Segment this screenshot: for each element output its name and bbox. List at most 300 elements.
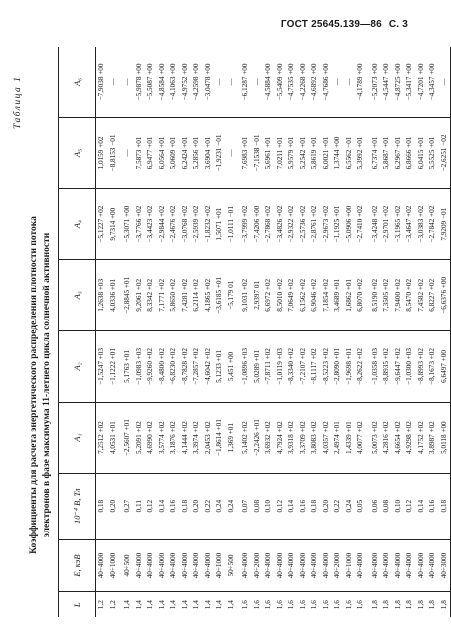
- table-cell: 1,8: [439, 592, 451, 617]
- table-cell: 5,9579 +01: [286, 117, 298, 188]
- table-cell: −7,9038 +00: [96, 47, 108, 117]
- table-row: [226, 47, 238, 617]
- table-cell: −8,8153 −01: [108, 117, 120, 188]
- table-cell: 7,2512 +02: [96, 402, 108, 473]
- table-cell: 1,6: [241, 600, 249, 610]
- table-row: [439, 47, 451, 617]
- table-row: [145, 47, 157, 617]
- table-cell: 40÷1000: [344, 539, 356, 592]
- table-cell: 40÷4000: [381, 539, 393, 592]
- table-cell: 40÷4000: [203, 539, 215, 592]
- table-cell: −3,4647 +02: [404, 189, 416, 260]
- table-cell: 7,6983 +01: [237, 117, 252, 188]
- table-cell: 9,2061 +02: [134, 260, 146, 331]
- table-cell: 0,18: [439, 473, 451, 539]
- table-row: [119, 47, 134, 617]
- table-cell: 7,0649 +02: [286, 260, 298, 331]
- table-cell: 0,07: [237, 473, 252, 539]
- table-cell: −8,7828 +02: [180, 331, 192, 402]
- table-cell: 0,24: [214, 473, 226, 539]
- table-cell: 7,9209 −01: [439, 189, 451, 260]
- table-row: [381, 47, 393, 617]
- table-cell: −1,8614 +01: [214, 402, 226, 473]
- table-cell: —: [252, 47, 264, 117]
- table-cell: 40÷2000: [332, 539, 344, 592]
- table-cell: 0,12: [404, 473, 416, 539]
- table-cell: −4,7535 +00: [286, 47, 298, 117]
- table-row: [298, 47, 310, 617]
- table-row: [355, 47, 367, 617]
- table-cell: —: [119, 117, 134, 188]
- table-cell: 1,6: [321, 600, 330, 610]
- table-cell: 6,8227 +02: [427, 260, 439, 331]
- table-cell: 50÷500: [226, 539, 238, 592]
- table-cell: 6,2967 +01: [393, 117, 405, 188]
- table-cell: 1,4: [180, 600, 189, 610]
- table-cell: 0,18: [309, 473, 321, 539]
- table-cell: 0,18: [180, 473, 192, 539]
- table-cell: 40÷4000: [134, 539, 146, 592]
- table-cell: 1,4: [203, 600, 212, 610]
- table-cell: 9,7314 +00: [108, 189, 120, 260]
- table-cell: 0,27: [119, 473, 134, 539]
- table-cell: 4,7924 +02: [275, 402, 287, 473]
- table-cell: 0,14: [416, 473, 428, 539]
- table-cell: 0,10: [263, 473, 275, 539]
- table-cell: 40÷1000: [214, 539, 226, 592]
- table-row: [286, 47, 298, 617]
- table-cell: 5,1763 +01: [119, 331, 134, 402]
- gost-number: ГОСТ 25645.139—86: [280, 19, 382, 30]
- table-cell: 6,2424 +01: [180, 117, 192, 188]
- table-cell: 6,0415 +01: [416, 117, 428, 188]
- table-cell: −5,3417 +00: [404, 47, 416, 117]
- table-cell: —: [119, 47, 134, 117]
- table-cell: −7,8711 +02: [263, 331, 275, 402]
- table-cell: −2,7868 +02: [263, 189, 275, 260]
- table-cell: 7,5873 +01: [134, 117, 146, 188]
- table-cell: 40÷4000: [309, 539, 321, 592]
- table-cell: 1,0159 +02: [96, 117, 108, 188]
- table-cell: 0,12: [275, 473, 287, 539]
- table-cell: 5,2542 +01: [298, 117, 310, 188]
- table-cell: 8,5190 +02: [367, 260, 382, 331]
- table-cell: −9,9260 +02: [145, 331, 157, 402]
- table-cell: 40÷3000: [439, 539, 451, 592]
- table-header-row: [59, 47, 96, 617]
- table-cell: —: [108, 47, 120, 117]
- table-cell: 6,9477 +01: [145, 117, 157, 188]
- table-cell: 0,22: [332, 473, 344, 539]
- table-cell: 8,3342 +02: [145, 260, 157, 331]
- table-row: [157, 47, 169, 617]
- table-cell: −3,1965 +02: [393, 189, 405, 260]
- table-cell: 0,14: [286, 473, 298, 539]
- table-cell: 1,6: [287, 600, 295, 610]
- table-cell: 0,16: [427, 473, 439, 539]
- table-row: [168, 47, 180, 617]
- table-cell: 0,16: [298, 473, 310, 539]
- column-header: L: [59, 592, 96, 617]
- table-cell: 4,6654 +02: [393, 402, 405, 473]
- table-cell: −3,7999 +02: [237, 189, 252, 260]
- table-cell: −1,0896 +03: [237, 331, 252, 402]
- table-cell: 2,9397 01: [252, 260, 264, 331]
- table-cell: 3,8987 +02: [427, 402, 439, 473]
- table-cell: −4,7201 +00: [416, 47, 428, 117]
- table-cell: 1,6: [275, 600, 284, 610]
- table-row: [108, 47, 120, 617]
- table-cell: 5,0609 +01: [168, 117, 180, 188]
- table-cell: 1,8: [428, 600, 436, 610]
- table-cell: 40÷4000: [157, 539, 169, 592]
- table-cell: −4,8584 +00: [157, 47, 169, 117]
- table-cell: −1,1925 +01: [332, 189, 344, 260]
- table-row: [416, 47, 428, 617]
- table-cell: 4,6990 +02: [145, 402, 157, 473]
- caption-line-2: электронов в фазе максимума 11-летнего цикла солнечной активности: [42, 232, 52, 538]
- table-cell: 1,8: [393, 600, 402, 610]
- table-cell: 40÷4000: [286, 539, 298, 592]
- table-cell: −4,8725 +00: [393, 47, 405, 117]
- table-cell: 40÷4000: [298, 539, 310, 592]
- table-cell: −4,1063 +00: [168, 47, 180, 117]
- table-cell: 2,4974 +01: [332, 402, 344, 473]
- table-cell: 5,8650 +02: [168, 260, 180, 331]
- table-cell: −2,8845 +01: [119, 260, 134, 331]
- column-header: A₆: [59, 47, 96, 117]
- table-cell: −1,0983 +03: [134, 331, 146, 402]
- table-cell: 1,2638 +03: [96, 260, 108, 331]
- table-cell: 40÷4000: [321, 539, 333, 592]
- table-cell: 0,24: [226, 473, 238, 539]
- table-cell: −2,8761 +02: [309, 189, 321, 260]
- table-cell: −7,2857 +02: [191, 331, 203, 402]
- table-cell: 5,8687 +01: [381, 117, 393, 188]
- table-cell: −3,7766 +02: [134, 189, 146, 260]
- table-cell: 1,4: [226, 600, 235, 610]
- table-cell: 1,4: [192, 600, 200, 610]
- table-cell: −1,0358 +03: [367, 331, 382, 402]
- table-cell: 1,6: [310, 600, 318, 610]
- column-header: A₄: [59, 189, 96, 260]
- table-cell: 6,8666 +01: [404, 117, 416, 188]
- table-row: [134, 47, 146, 617]
- table-cell: 40÷1000: [108, 539, 120, 592]
- table-cell: 7,3505 +02: [381, 260, 393, 331]
- table-cell: 1,5071 +01: [214, 189, 226, 260]
- table-cell: −9,6447 +02: [393, 331, 405, 402]
- table-cell: 1,4: [157, 600, 166, 610]
- table-cell: 4,0077 +02: [355, 402, 367, 473]
- table-cell: −5,2073 +00: [367, 47, 382, 117]
- table-cell: 6,6497 +00: [439, 331, 451, 402]
- table-cell: 4,0531 +01: [108, 402, 120, 473]
- table-cell: −4,9752 +00: [180, 47, 192, 117]
- table-row: [344, 47, 356, 617]
- table-cell: −1,5247 +03: [96, 331, 108, 402]
- table-cell: 1,4: [215, 600, 223, 610]
- page-number: С. 3: [388, 19, 408, 30]
- table-cell: 5,5525 +01: [427, 117, 439, 188]
- table-row: [309, 47, 321, 617]
- table-cell: 6,9046 +02: [309, 260, 321, 331]
- table-cell: 1,6: [264, 600, 272, 610]
- table-cell: −4,6892 +00: [309, 47, 321, 117]
- column-header: E, кэВ: [59, 539, 96, 592]
- table-cell: 1,6: [356, 600, 364, 610]
- table-cell: −2,5607 +01: [119, 402, 134, 473]
- table-cell: 5,6961 +01: [263, 117, 275, 188]
- table-cell: 5,8619 +01: [309, 117, 321, 188]
- table-cell: −1,0300 +03: [404, 331, 416, 402]
- table-cell: —: [332, 47, 344, 117]
- table-cell: —: [439, 47, 451, 117]
- table-cell: 3,3709 +02: [298, 402, 310, 473]
- table-cell: 1,3744 +00: [332, 117, 344, 188]
- table-row: [427, 47, 439, 617]
- table-cell: 7,4281 +02: [180, 260, 192, 331]
- table-cell: −5,0906 +00: [344, 189, 356, 260]
- table-cell: −5,5409 +00: [275, 47, 287, 117]
- table-cell: −2,7410 +02: [355, 189, 367, 260]
- table-cell: −2,5736 +02: [298, 189, 310, 260]
- table-row: [404, 47, 416, 617]
- table-cell: —: [344, 47, 356, 117]
- table-cell: 8,5470 +02: [404, 260, 416, 331]
- table-row: [214, 47, 226, 617]
- table-cell: 1,6: [333, 600, 341, 610]
- table-cell: 40÷4000: [393, 539, 405, 592]
- page-header: [277, 19, 408, 30]
- table-cell: 6,2114 +02: [191, 260, 203, 331]
- table-cell: −8,4800 +02: [157, 331, 169, 402]
- table-cell: −8,8935 +02: [381, 331, 393, 402]
- column-header: A₃: [59, 260, 96, 331]
- table-cell: −1,0111 −01: [226, 189, 238, 260]
- table-cell: 40÷500: [119, 539, 134, 592]
- table-row: [203, 47, 215, 617]
- table-cell: 0,12: [145, 473, 157, 539]
- table-cell: 5,0073 +02: [367, 402, 382, 473]
- table-cell: −2,7842 +02: [427, 189, 439, 260]
- table-cell: −8,5223 +02: [321, 331, 333, 402]
- table-cell: 0,20: [191, 473, 203, 539]
- table-caption: [28, 185, 54, 585]
- table-cell: 0,22: [203, 473, 215, 539]
- table-cell: −8,2622 +02: [355, 331, 367, 402]
- table-cell: −3,4423 +02: [145, 189, 157, 260]
- table-cell: 1,4: [134, 600, 143, 610]
- table-row: [275, 47, 287, 617]
- table-cell: −4,2598 +00: [191, 47, 203, 117]
- table-cell: −6,8230 +02: [168, 331, 180, 402]
- table-body: [96, 47, 451, 617]
- table-cell: 4,1865 +02: [203, 260, 215, 331]
- table-cell: 1,2: [97, 600, 105, 610]
- table-cell: 40÷4000: [263, 539, 275, 592]
- table-cell: 1,6: [252, 600, 261, 610]
- column-header: 10⁻⁴ B, Тл: [59, 473, 96, 539]
- table-cell: −8,1117 +02: [309, 331, 321, 402]
- table-cell: −3,0383 +02: [416, 189, 428, 260]
- table-cell: 1,4: [123, 600, 131, 610]
- table-cell: 3,3974 +02: [191, 402, 203, 473]
- table-cell: 5,451 +00: [226, 331, 238, 402]
- table-cell: −5,3071 +00: [119, 189, 134, 260]
- table-cell: 6,1562 +02: [298, 260, 310, 331]
- table-row: [191, 47, 203, 617]
- table-cell: −4,2268 +00: [298, 47, 310, 117]
- table-cell: 1,4339 +01: [344, 402, 356, 473]
- table-cell: −7,2107 +02: [298, 331, 310, 402]
- table-cell: 7,1854 +02: [321, 260, 333, 331]
- table-cell: 1,8: [405, 600, 413, 610]
- table-cell: −4,6042 +02: [203, 331, 215, 402]
- table-row: [393, 47, 405, 617]
- table-row: [332, 47, 344, 617]
- table-cell: 8,5010 +02: [275, 260, 287, 331]
- table-row: [237, 47, 252, 617]
- table-cell: —: [214, 47, 226, 117]
- table-cell: 6,5562 −01: [344, 117, 356, 188]
- table-cell: —: [226, 47, 238, 117]
- rotated-table-page: [12, 47, 448, 617]
- table-cell: 40÷4000: [275, 539, 287, 592]
- table-cell: 1,6: [344, 600, 353, 610]
- table-cell: 40÷4000: [427, 539, 439, 592]
- table-cell: 6,7374 +01: [367, 117, 382, 188]
- table-cell: −4,1789 +00: [355, 47, 367, 117]
- table-cell: 40÷4000: [96, 539, 108, 592]
- table-cell: −2,9844 +02: [157, 189, 169, 260]
- table-cell: 3,9318 +02: [286, 402, 298, 473]
- caption-line-1: Коэффициенты для расчета энергетического распределения плотности потока: [29, 216, 39, 554]
- table-cell: 6,0564 +01: [157, 117, 169, 188]
- table-cell: −4,7686 +00: [321, 47, 333, 117]
- table-cell: −6,1287 +00: [237, 47, 252, 117]
- table-cell: 0,05: [355, 473, 367, 539]
- table-cell: −2,9673 +02: [321, 189, 333, 260]
- table-cell: 5,2856 +01: [191, 117, 203, 188]
- table-cell: −1,0119 +03: [275, 331, 287, 402]
- table-cell: −3,0768 +02: [180, 189, 192, 260]
- table-cell: −3,4826 +02: [275, 189, 287, 260]
- table-cell: 40÷4000: [168, 539, 180, 592]
- table-cell: 3,5774 +02: [157, 402, 169, 473]
- table-cell: 4,2816 +02: [381, 402, 393, 473]
- table-cell: 5,2091 +02: [134, 402, 146, 473]
- table-cell: −8,1673 +02: [427, 331, 439, 402]
- table-cell: 0,20: [321, 473, 333, 539]
- table-cell: −5,9878 +00: [134, 47, 146, 117]
- table-cell: 6,0021 +01: [321, 117, 333, 188]
- table-cell: −1,9231 −01: [214, 117, 226, 188]
- table-cell: 0,11: [134, 473, 146, 539]
- table-cell: 0,10: [393, 473, 405, 539]
- table-cell: 1,8: [416, 600, 425, 610]
- table-cell: −7,1538 −01: [252, 117, 264, 188]
- table-cell: 40÷4000: [367, 539, 382, 592]
- table-cell: 4,0357 +02: [321, 402, 333, 473]
- table-cell: 0,20: [108, 473, 120, 539]
- table-cell: 3,4689 +01: [332, 260, 344, 331]
- table-cell: 4,0336 +01: [108, 260, 120, 331]
- table-cell: 6,6972 +02: [263, 260, 275, 331]
- table-cell: −4,5884 +00: [263, 47, 275, 117]
- table-cell: 1,4: [169, 600, 177, 610]
- column-header: A₅: [59, 117, 96, 188]
- table-cell: 7,1771 +02: [157, 260, 169, 331]
- table-cell: —: [226, 117, 238, 188]
- table-cell: 3,6932 +02: [263, 402, 275, 473]
- table-cell: 0,08: [252, 473, 264, 539]
- table-cell: 3,6904 +01: [203, 117, 215, 188]
- table-row: [367, 47, 382, 617]
- table-cell: −6,6376 +00: [439, 260, 451, 331]
- table-cell: 40÷4000: [180, 539, 192, 592]
- table-cell: 3,8083 +02: [309, 402, 321, 473]
- table-cell: 3,1876 +02: [168, 402, 180, 473]
- coefficients-table: [58, 47, 451, 617]
- table-cell: −2,8090 +01: [332, 331, 344, 402]
- table-cell: −3,0478 +00: [203, 47, 215, 117]
- table-row: [96, 47, 108, 617]
- table-cell: 7,4582 +02: [416, 260, 428, 331]
- table-cell: 1,8: [370, 600, 379, 610]
- table-cell: 40÷4000: [145, 539, 157, 592]
- table-cell: 0,08: [381, 473, 393, 539]
- table-cell: 5,0289 +01: [252, 331, 264, 402]
- table-cell: 0,24: [344, 473, 356, 539]
- table-cell: 0,14: [157, 473, 169, 539]
- column-header: A₂: [59, 331, 96, 402]
- table-cell: 5,3992 +01: [355, 117, 367, 188]
- table-cell: 40÷4000: [237, 539, 252, 592]
- table-cell: 40÷4000: [355, 539, 367, 592]
- table-cell: 4,1444 +02: [180, 402, 192, 473]
- table-cell: −1,8232 +02: [203, 189, 215, 260]
- table-cell: 5,1233 +01: [214, 331, 226, 402]
- table-cell: 5,1402 +02: [237, 402, 252, 473]
- table-cell: 4,9298 +02: [404, 402, 416, 473]
- table-cell: −2,2426 +01: [252, 402, 264, 473]
- table-cell: 0,06: [367, 473, 382, 539]
- table-row: [180, 47, 192, 617]
- table-cell: 1,6862 +01: [344, 260, 356, 331]
- table-cell: 6,8070 +02: [355, 260, 367, 331]
- table-cell: 7,9400 +02: [393, 260, 405, 331]
- table-cell: 1,2: [108, 600, 117, 610]
- table-cell: −2,9322 +02: [286, 189, 298, 260]
- table-cell: −8,3340 +02: [286, 331, 298, 402]
- table-cell: −4,5447 +00: [381, 47, 393, 117]
- table-cell: 5,0118 +00: [439, 402, 451, 473]
- table-cell: 40÷4000: [191, 539, 203, 592]
- table-cell: 0,16: [168, 473, 180, 539]
- table-cell: 1,369 +01: [226, 402, 238, 473]
- table-cell: 4,1752 +02: [416, 402, 428, 473]
- table-cell: −3,4248 +02: [367, 189, 382, 260]
- table-row: [321, 47, 333, 617]
- table-cell: −1,1222 +01: [108, 331, 120, 402]
- table-cell: 40÷4000: [404, 539, 416, 592]
- table-cell: 1,4: [146, 600, 154, 610]
- table-cell: 1,6: [298, 600, 307, 610]
- table-cell: −5,5087 +00: [145, 47, 157, 117]
- table-cell: 7,0211 +01: [275, 117, 287, 188]
- table-cell: −7,4206 +00: [252, 189, 264, 260]
